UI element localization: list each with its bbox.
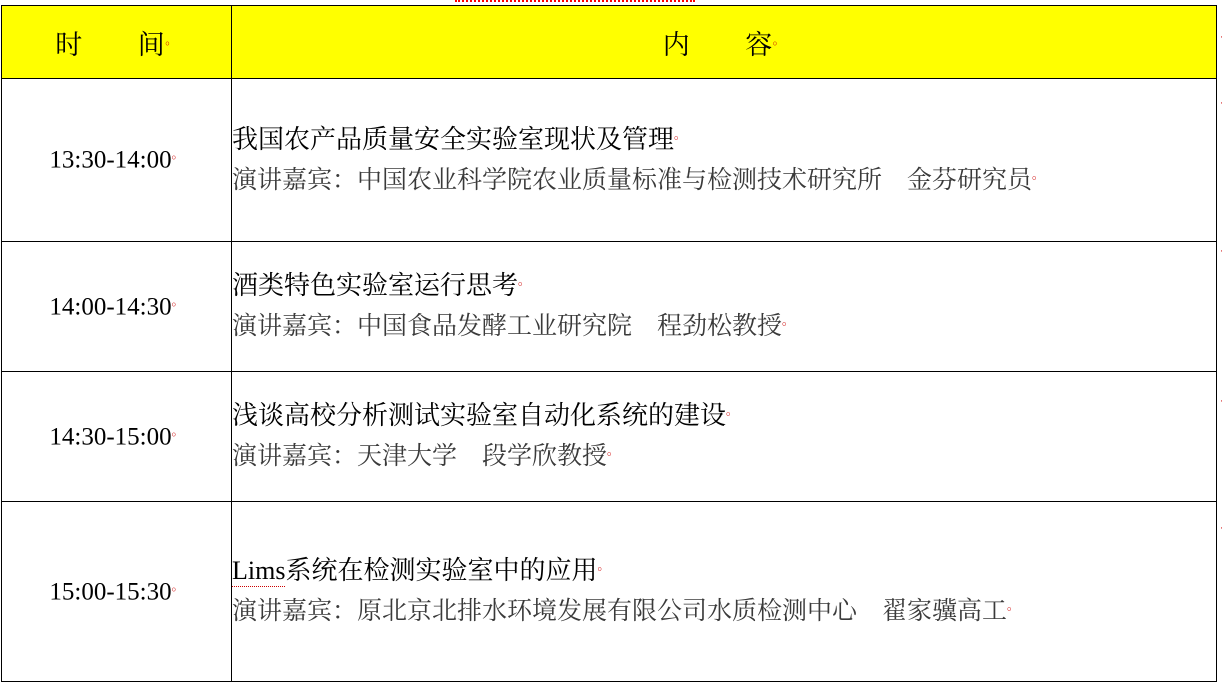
table-row xyxy=(2,242,1217,372)
margin-mark: · xyxy=(1220,246,1223,256)
margin-mark: · xyxy=(1220,523,1223,533)
header-cell-time xyxy=(2,6,232,79)
session-speaker-line xyxy=(232,161,1216,202)
row-content xyxy=(232,79,1217,242)
session-speaker: 演讲嘉宾：中国食品发酵工业研究院 程劲松教授 xyxy=(232,313,783,341)
row-time-mark: 。 xyxy=(171,293,184,308)
row-time-mark: 。 xyxy=(171,423,184,438)
title-mark: 。 xyxy=(726,403,739,418)
header-label-time: 时 间 xyxy=(55,29,166,60)
row-time xyxy=(2,502,232,682)
row-time-text: 14:30-15:00 xyxy=(49,423,172,451)
session-speaker-line xyxy=(232,592,1216,633)
margin-mark: · xyxy=(1220,32,1223,42)
speaker-mark: 。 xyxy=(607,443,620,458)
header-time-mark: 。 xyxy=(165,32,178,47)
table-header-row xyxy=(2,6,1217,79)
session-title: 浅谈高校分析测试实验室自动化系统的建设 xyxy=(232,401,727,431)
session-speaker: 演讲嘉宾：原北京北排水环境发展有限公司水质检测中心 翟家骥高工 xyxy=(232,598,1008,626)
right-margin-marks xyxy=(1216,0,1226,699)
speaker-mark: 。 xyxy=(782,313,795,328)
title-mark: 。 xyxy=(518,273,531,288)
speaker-mark: 。 xyxy=(1032,167,1045,182)
row-time xyxy=(2,372,232,502)
header-content-mark: 。 xyxy=(772,32,786,47)
header-cell-content xyxy=(232,6,1217,79)
table-row xyxy=(2,502,1217,682)
row-time-mark: 。 xyxy=(171,147,184,162)
table-row xyxy=(2,79,1217,242)
row-time-mark: 。 xyxy=(171,578,184,593)
session-title: 系统在检测实验室中的应用 xyxy=(285,556,598,586)
row-content xyxy=(232,372,1217,502)
title-mark: 。 xyxy=(674,127,687,142)
row-content xyxy=(232,242,1217,372)
row-time-text: 15:00-15:30 xyxy=(49,578,172,606)
schedule-table xyxy=(1,5,1217,682)
row-time xyxy=(2,242,232,372)
session-speaker: 演讲嘉宾：中国农业科学院农业质量标准与检测技术研究所 金芬研究员 xyxy=(232,166,1033,194)
row-time-text: 13:30-14:00 xyxy=(49,146,172,174)
session-speaker-line xyxy=(232,437,1216,478)
session-title-prefix: Lims xyxy=(232,556,286,586)
session-title-line xyxy=(232,550,1216,592)
session-title-line xyxy=(232,395,1216,437)
speaker-mark: 。 xyxy=(1007,598,1020,613)
header-label-content: 内 容 xyxy=(662,29,773,60)
row-time-text: 14:00-14:30 xyxy=(49,293,172,321)
table-row xyxy=(2,372,1217,502)
session-title: 酒类特色实验室运行思考 xyxy=(232,271,519,301)
session-title: 我国农产品质量安全实验室现状及管理 xyxy=(232,124,675,154)
title-mark: 。 xyxy=(597,558,610,573)
row-time xyxy=(2,79,232,242)
margin-mark: · xyxy=(1220,396,1223,406)
row-content xyxy=(232,502,1217,682)
session-speaker: 演讲嘉宾：天津大学 段学欣教授 xyxy=(232,443,608,471)
session-title-line xyxy=(232,265,1216,307)
session-title-line xyxy=(232,119,1216,161)
margin-mark: · xyxy=(1220,98,1223,108)
session-speaker-line xyxy=(232,307,1216,348)
